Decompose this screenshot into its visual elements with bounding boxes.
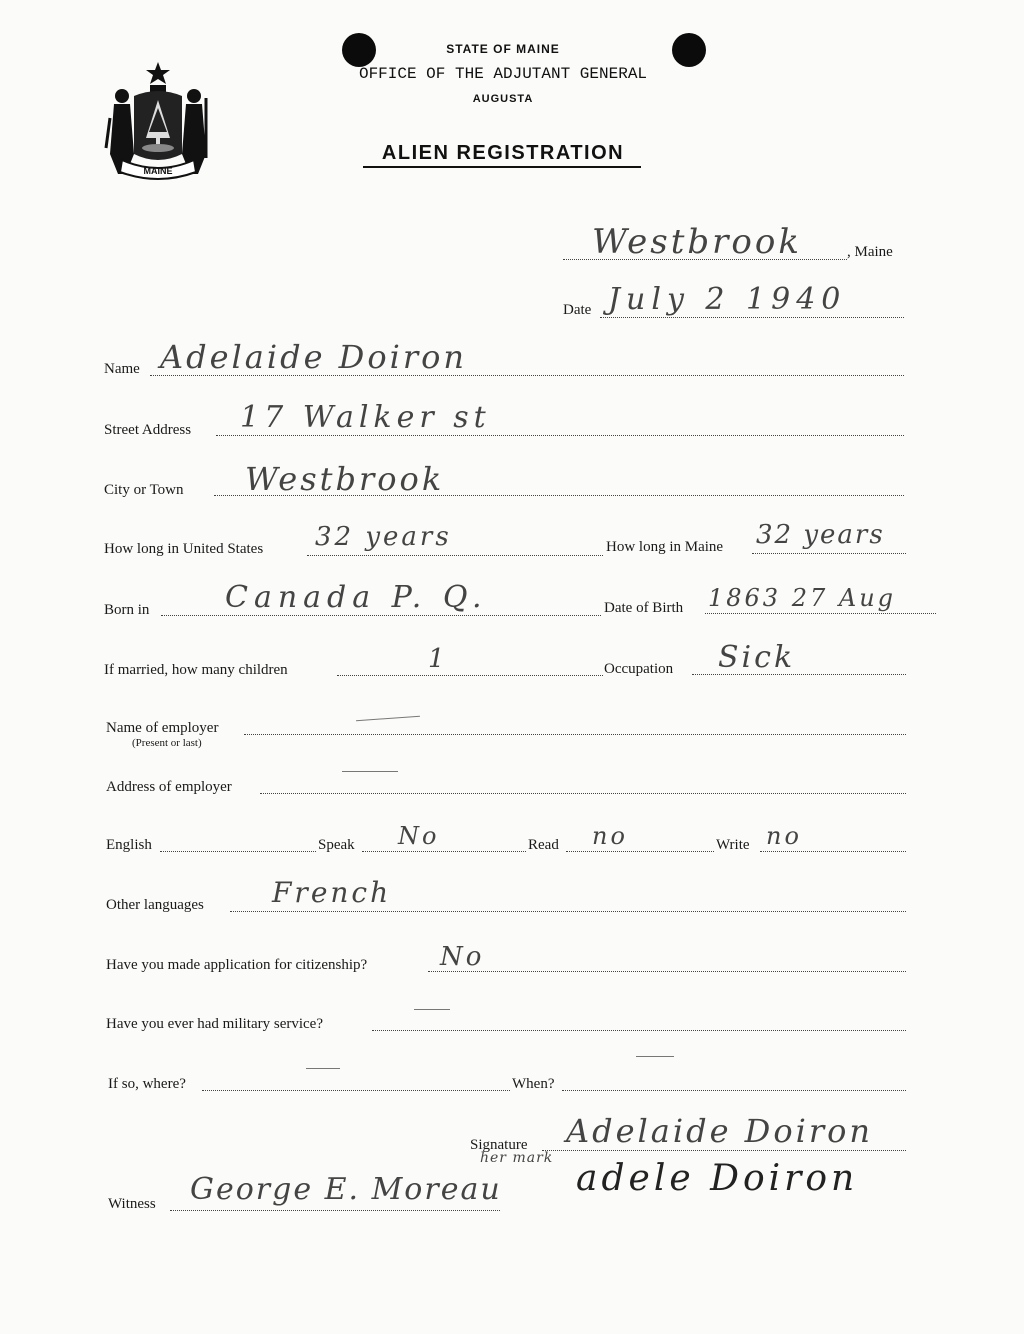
signature-label: Signature bbox=[470, 1137, 528, 1153]
occupation-label: Occupation bbox=[604, 661, 674, 677]
military-label: Have you ever had military service? bbox=[106, 1016, 323, 1032]
signature-value: Adelaide Doiron bbox=[566, 1112, 873, 1150]
other-languages-value: French bbox=[272, 876, 392, 909]
form-title: ALIEN REGISTRATION bbox=[381, 142, 625, 164]
street-label: Street Address bbox=[104, 422, 192, 438]
employer-address-label: Address of employer bbox=[106, 779, 232, 795]
city-value: Westbrook bbox=[245, 460, 445, 498]
where-dash bbox=[306, 1068, 340, 1069]
military-dash bbox=[414, 1009, 450, 1010]
when-label: When? bbox=[512, 1076, 555, 1092]
witness-value: George E. Moreau bbox=[190, 1172, 502, 1207]
speak-value: No bbox=[398, 822, 440, 850]
born-in-label: Born in bbox=[104, 602, 150, 618]
write-value: no bbox=[766, 822, 802, 850]
name-value: Adelaide Doiron bbox=[160, 338, 467, 376]
how-long-maine-label: How long in Maine bbox=[606, 539, 724, 555]
witness-label: Witness bbox=[108, 1196, 156, 1212]
english-label: English bbox=[106, 837, 152, 853]
employer-dash bbox=[356, 716, 420, 721]
name-label: Name bbox=[104, 361, 140, 377]
write-label: Write bbox=[716, 837, 750, 853]
location-value: Westbrook bbox=[592, 222, 802, 262]
city-label: City or Town bbox=[104, 482, 184, 498]
read-label: Read bbox=[528, 837, 559, 853]
citizenship-value: No bbox=[440, 942, 485, 972]
employer-address-dash bbox=[342, 771, 398, 772]
date-label: Date bbox=[563, 302, 592, 318]
citizenship-label: Have you made application for citizenship? bbox=[106, 957, 368, 973]
form-title-underline bbox=[363, 166, 641, 168]
employer-label: Name of employer bbox=[106, 720, 219, 736]
how-long-us-label: How long in United States bbox=[104, 541, 264, 557]
children-label: If married, how many children bbox=[104, 662, 288, 678]
header-state: STATE OF MAINE bbox=[446, 42, 560, 56]
other-languages-label: Other languages bbox=[106, 897, 204, 913]
date-value: July 2 1940 bbox=[608, 282, 847, 317]
how-long-maine-value: 32 years bbox=[756, 520, 885, 550]
location-suffix: , Maine bbox=[847, 244, 893, 260]
employer-sublabel: (Present or last) bbox=[132, 737, 202, 749]
read-value: no bbox=[592, 822, 628, 850]
children-value: 1 bbox=[428, 644, 448, 674]
born-in-value: Canada P. Q. bbox=[225, 580, 488, 615]
occupation-value: Sick bbox=[718, 640, 796, 675]
where-label: If so, where? bbox=[108, 1076, 186, 1092]
date-of-birth-label: Date of Birth bbox=[604, 600, 684, 616]
mark-name: adele Doiron bbox=[576, 1158, 859, 1199]
mark-note: her mark bbox=[480, 1150, 554, 1166]
how-long-us-value: 32 years bbox=[315, 522, 452, 552]
date-of-birth-value: 1863 27 Aug bbox=[708, 584, 897, 612]
header-office: OFFICE OF THE ADJUTANT GENERAL bbox=[358, 65, 648, 83]
speak-label: Speak bbox=[318, 837, 355, 853]
state-seal-icon bbox=[104, 58, 212, 182]
header-city: AUGUSTA bbox=[472, 93, 534, 105]
seal-banner-text: MAINE bbox=[143, 166, 173, 176]
street-value: 17 Walker st bbox=[240, 400, 491, 435]
when-dash bbox=[636, 1056, 674, 1057]
punch-hole-right bbox=[672, 33, 706, 67]
